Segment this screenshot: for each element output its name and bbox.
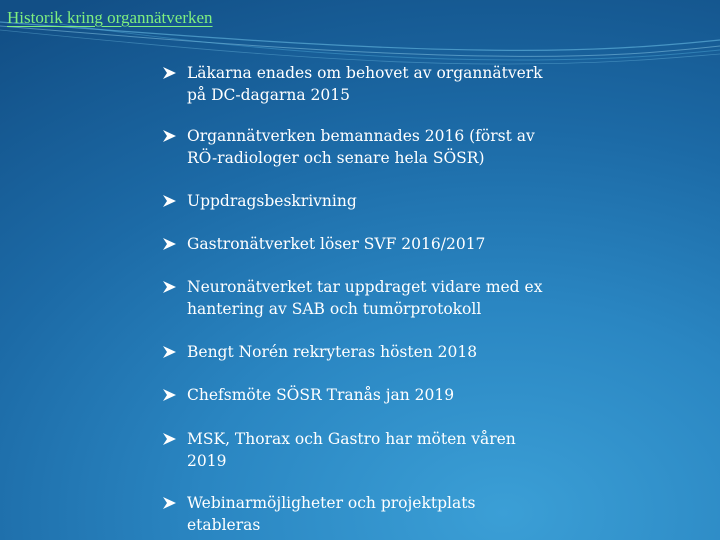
bullet-item (163, 125, 703, 169)
bullet-item (163, 62, 703, 106)
bullet-text: Chefsmöte SÖSR Tranås jan 2019 (187, 386, 455, 404)
bullet-text: Uppdragsbeskrivning (187, 192, 357, 210)
bullet-text: Bengt Norén rekryteras hösten 2018 (187, 343, 478, 361)
bullet-item (163, 492, 703, 536)
arrowhead-icon (163, 341, 187, 358)
bullet-item (163, 190, 703, 212)
bullet-item (163, 276, 703, 320)
bullet-text: MSK, Thorax och Gastro har möten våren 2019 (187, 430, 516, 470)
arrowhead-icon (163, 492, 187, 509)
bullet-text: Webinarmöjligheter och projektplats etableras (187, 494, 476, 534)
bullet-text: Organnätverken bemannades 2016 (först av RÖ-radiologer och senare hela SÖSR) (187, 127, 535, 167)
bullet-item (163, 233, 703, 255)
bullet-item (163, 341, 703, 363)
arrowhead-icon (163, 428, 187, 445)
bullet-item (163, 428, 703, 472)
bullet-text: Neuronätverket tar uppdraget vidare med ex hantering av SAB och tumörprotokoll (187, 278, 543, 318)
arrowhead-icon (163, 276, 187, 293)
arrowhead-icon (163, 384, 187, 401)
arrowhead-icon (163, 233, 187, 250)
slide-title: Historik kring organnätverken (7, 8, 213, 27)
bullet-text: Läkarna enades om behovet av organnätverk på DC-dagarna 2015 (187, 64, 543, 104)
bullet-text: Gastronätverket löser SVF 2016/2017 (187, 235, 486, 253)
arrowhead-icon (163, 190, 187, 207)
arrowhead-icon (163, 125, 187, 142)
arrowhead-icon (163, 62, 187, 79)
bullet-item (163, 384, 703, 406)
